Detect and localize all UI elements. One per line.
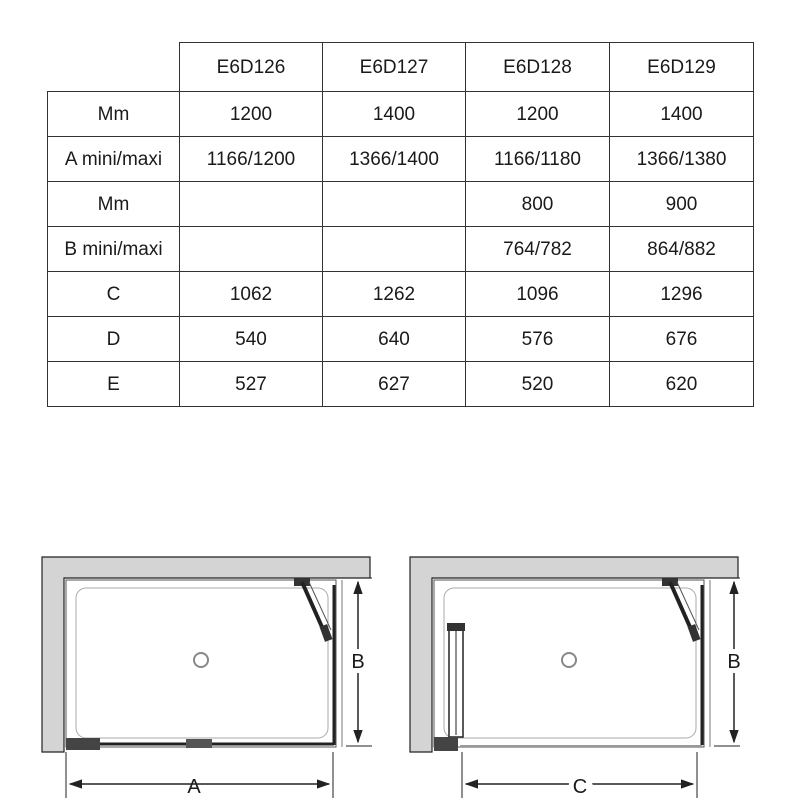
table-cell: 520 [466,362,610,407]
door-handle-icon [688,624,701,642]
table-cell: 1400 [323,92,466,137]
table-cell: 1262 [323,272,466,317]
row-label: D [48,317,180,362]
table-cell: 640 [323,317,466,362]
column-header: E6D127 [323,43,466,92]
table-cell: 627 [323,362,466,407]
row-label: E [48,362,180,407]
enclosure-plan-left [42,557,372,798]
table-cell: 900 [610,182,754,227]
row-label: A mini/maxi [48,137,180,182]
table-cell: 1400 [610,92,754,137]
door-handle-icon [320,624,333,642]
roller-icon [186,739,212,748]
table-cell: 676 [610,317,754,362]
table-cell: 1296 [610,272,754,317]
dimension-label-c: C [572,776,588,798]
table-cell: 1366/1400 [323,137,466,182]
drain-icon [562,653,576,667]
table-cell: 620 [610,362,754,407]
table-cell: 764/782 [466,227,610,272]
row-label: Mm [48,92,180,137]
enclosure-plan-right [410,557,741,798]
table-cell: 1166/1180 [466,137,610,182]
drain-icon [194,653,208,667]
table-cell: 1062 [180,272,323,317]
table-cell: 800 [466,182,610,227]
table-cell: 864/882 [610,227,754,272]
dimension-label-b-right: B [727,651,741,673]
table-cell: 1096 [466,272,610,317]
row-label: C [48,272,180,317]
column-header: E6D126 [180,43,323,92]
fold-hinge-top-icon [447,623,465,631]
corner-bracket-icon [66,738,100,750]
table-cell: 1200 [180,92,323,137]
table-cell: 1166/1200 [180,137,323,182]
row-label: B mini/maxi [48,227,180,272]
dimension-label-b-left: B [351,651,365,673]
corner-bracket-icon [434,737,458,751]
dimension-label-a: A [187,776,201,798]
table-cell: 1200 [466,92,610,137]
table-cell: 527 [180,362,323,407]
table-cell: 540 [180,317,323,362]
column-header: E6D129 [610,43,754,92]
table-cell: 576 [466,317,610,362]
row-label: Mm [48,182,180,227]
column-header: E6D128 [466,43,610,92]
table-cell: 1366/1380 [610,137,754,182]
